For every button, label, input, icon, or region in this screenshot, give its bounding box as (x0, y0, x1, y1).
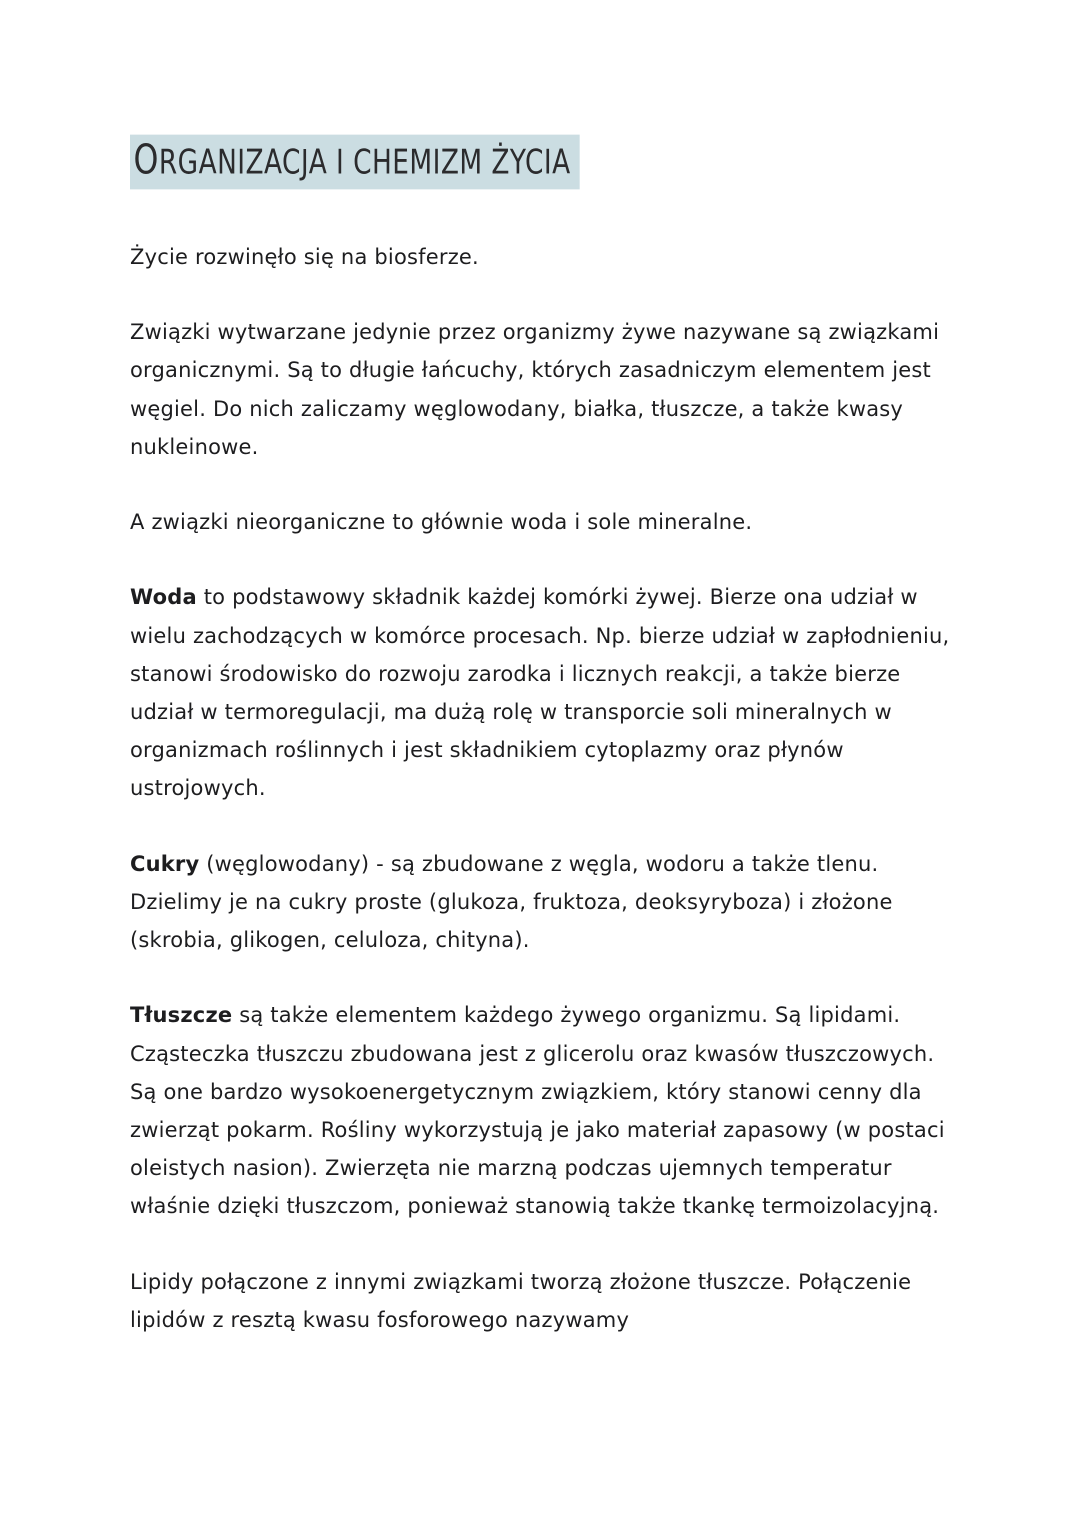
paragraph-fats (130, 996, 962, 1225)
paragraph-text: Lipidy połączone z innymi związkami tworzą złożone tłuszcze. Połączenie lipidów z resztą kwasu fosforowego nazywamy (130, 1269, 912, 1332)
paragraph-organic-compounds (130, 313, 962, 466)
paragraph-text: (węglowodany) - są zbudowane z węgla, wodoru a także tlenu. Dzielimy je na cukry proste (glukoza, fruktoza, deoksyryboza) i złożone (skrobia, glikogen, celuloza, chityna). (130, 851, 893, 953)
paragraph-lead: Cukry (130, 851, 200, 876)
paragraph-text: Życie rozwinęło się na biosferze. (130, 245, 479, 269)
paragraph-sugars (130, 845, 962, 960)
paragraph-water (130, 578, 962, 807)
paragraph-inorganic-compounds (130, 503, 962, 541)
paragraph-text: Związki wytwarzane jedynie przez organizmy żywe nazywane są związkami organicznymi. Są to długie łańcuchy, których zasadniczym elementem jest węgiel. Do nich zaliczamy węglowodany, białka, tłuszcze, a także kwasy nukleinowe. (130, 320, 940, 459)
paragraph-lipids (130, 1263, 962, 1339)
paragraph-text: to podstawowy składnik każdej komórki żywej. Bierze ona udział w wielu zachodzących w komórce procesach. Np. bierze udział w zapłodnieniu, stanowi środowisko do rozwoju zarodka i licznych reakcji, a także bierze udział w termoregulacji, ma dużą rolę w transporcie soli mineralnych w organizmach roślinnych i jest składnikiem cytoplazmy oraz płynów ustrojowych. (130, 585, 950, 801)
paragraph-lead: Tłuszcze (130, 1003, 233, 1028)
page-title-highlight: ORGANIZACJA I CHEMIZM ŻYCIA (130, 135, 579, 190)
paragraph-lead: Woda (130, 585, 197, 610)
page-title (130, 138, 962, 186)
paragraph-text: A związki nieorganiczne to głównie woda i sole mineralne. (130, 510, 753, 535)
paragraph-text: są także elementem każdego żywego organizmu. Są lipidami. Cząsteczka tłuszczu zbudowana jest z glicerolu oraz kwasów tłuszczowych. Są one bardzo wysokoenergetycznym związkiem, który stanowi cenny dla zwierząt pokarm. Rośliny wykorzystują je jako materiał zapasowy (w postaci oleistych nasion). Zwierzęta nie marzną podczas ujemnych temperatur właśnie dzięki tłuszczom, ponieważ stanowią także tkankę termoizolacyjną. (130, 1003, 945, 1219)
paragraph-intro (130, 238, 962, 276)
